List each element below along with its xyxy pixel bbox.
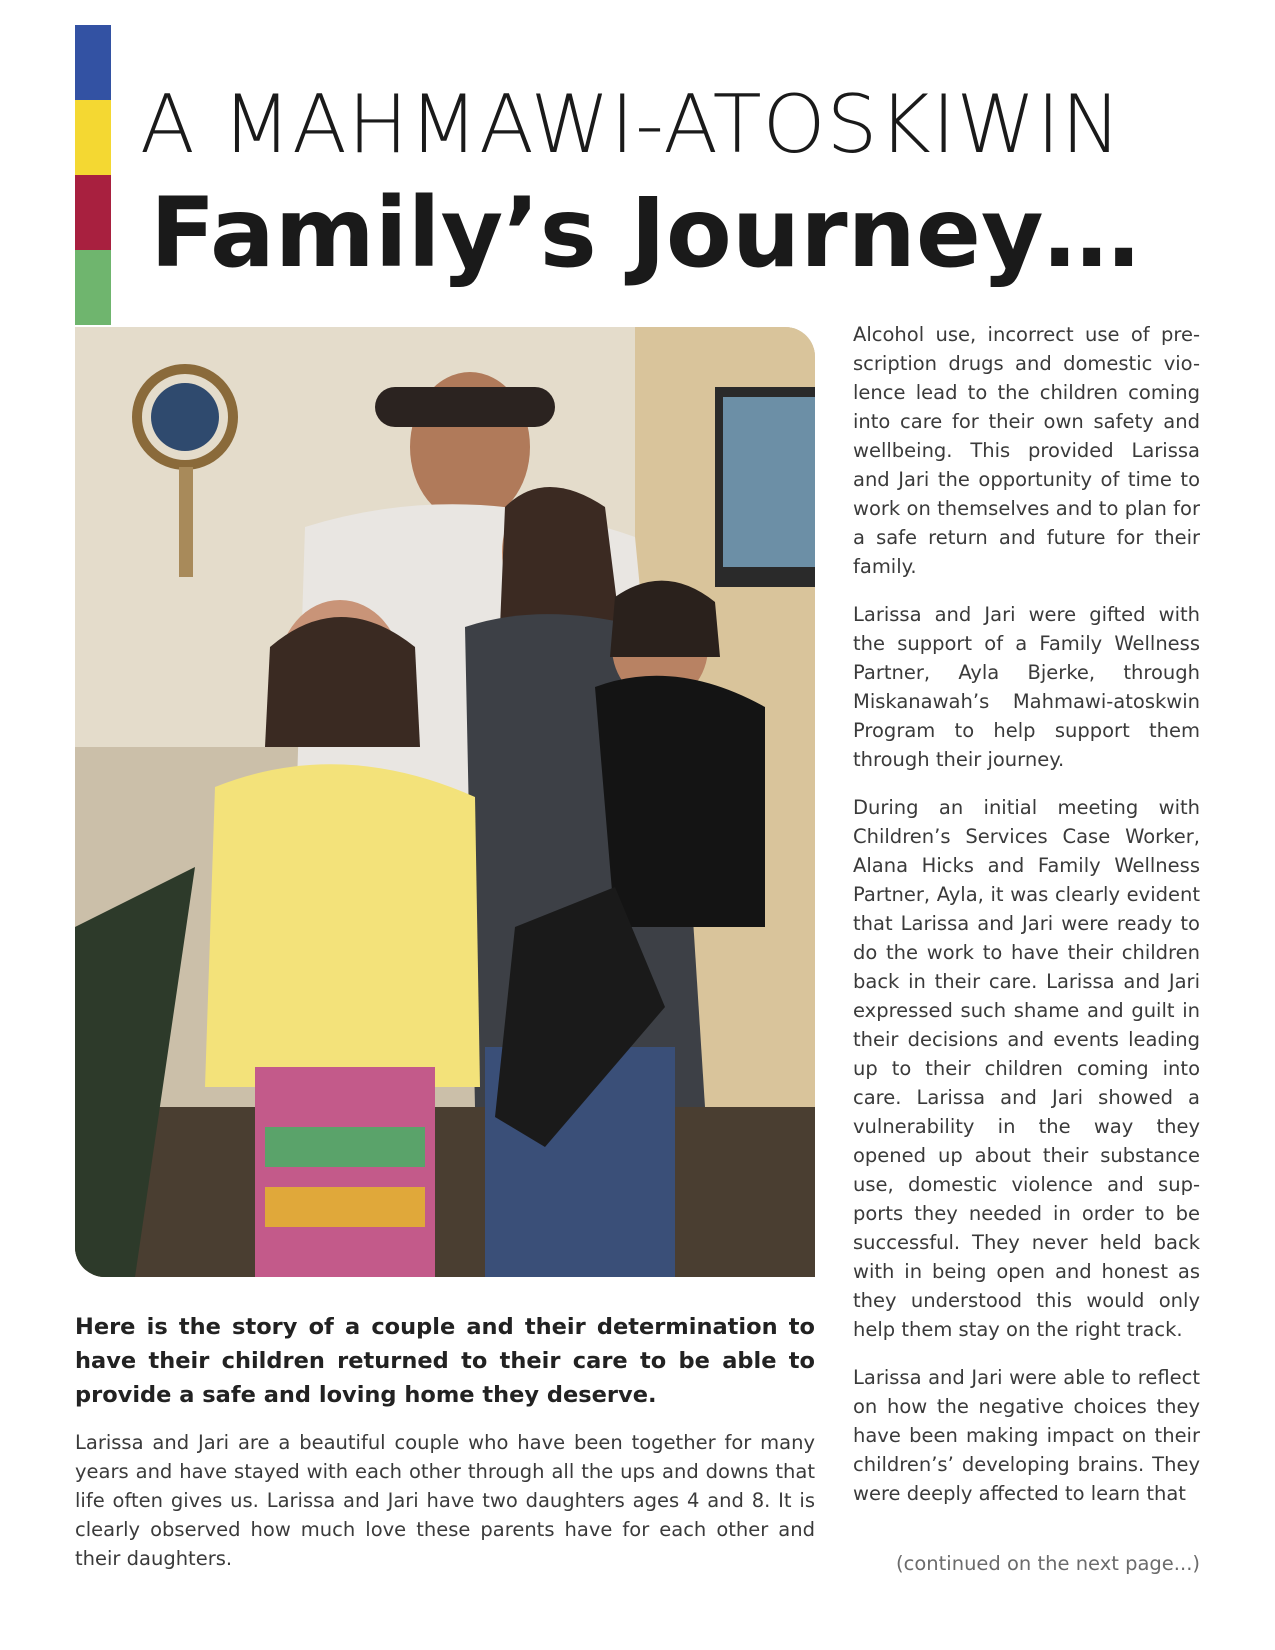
title-line-2: Family’s Journey… bbox=[150, 177, 1140, 289]
color-bar-green bbox=[75, 250, 111, 325]
right-paragraph-4: Larissa and Jari were able to reflect on how the negative choices they have been making impact on their children’s’ developing brains. They were deeply affected to learn that bbox=[853, 1366, 1200, 1505]
right-paragraph-1: Alcohol use, incorrect use of pre-scription drugs and domestic vio-lence lead to the children coming into care for their own safety and wellbeing. This provided Larissa and Jari the opportunity of time to work on themselves and to plan for a safe return and future for their family. bbox=[853, 323, 1200, 578]
title-line-1: A MAHMAWI-ATOSKIWIN bbox=[140, 78, 1122, 171]
right-paragraph-3: During an initial meeting with Children’s Services Case Worker, Alana Hicks and Family Wellness Partner, Ayla, it was clearly evident that Larissa and Jari were ready to do the work to have their children back in their care. Larissa and Jari expressed such shame and guilt in their decisions and events leading up to their children coming into care. Larissa and Jari showed a vulnerability in the way they opened up about their substance use, domestic violence and sup-ports they needed in order to be successful. They never held back with in being open and honest as they understood this would only help them stay on the right track. bbox=[853, 796, 1200, 1341]
right-paragraph-2: Larissa and Jari were gifted with the support of a Family Wellness Partner, Ayla Bjerke, through Miskanawah’s Mahmawi-atoskwin Program to help support them through their journey. bbox=[853, 603, 1200, 771]
continued-note: (continued on the next page...) bbox=[896, 1552, 1200, 1575]
color-bar bbox=[75, 25, 111, 325]
color-bar-blue bbox=[75, 25, 111, 100]
color-bar-red bbox=[75, 175, 111, 250]
intro-paragraph: Larissa and Jari are a beautiful couple who have been together for many years and have stayed with each other through all the ups and downs that life often gives us. Larissa and Jari have two daughters ages 4 and 8. It is clearly observed how much love these parents have for each other and their daughters. bbox=[75, 1431, 815, 1570]
family-photo bbox=[75, 327, 815, 1277]
right-column-text bbox=[853, 320, 1200, 1527]
family-photo-icon bbox=[75, 327, 815, 1277]
color-bar-yellow bbox=[75, 100, 111, 175]
lead-paragraph: Here is the story of a couple and their determination to have their children returned to their care to be able to provide a safe and loving home they deserve. bbox=[75, 1314, 815, 1408]
